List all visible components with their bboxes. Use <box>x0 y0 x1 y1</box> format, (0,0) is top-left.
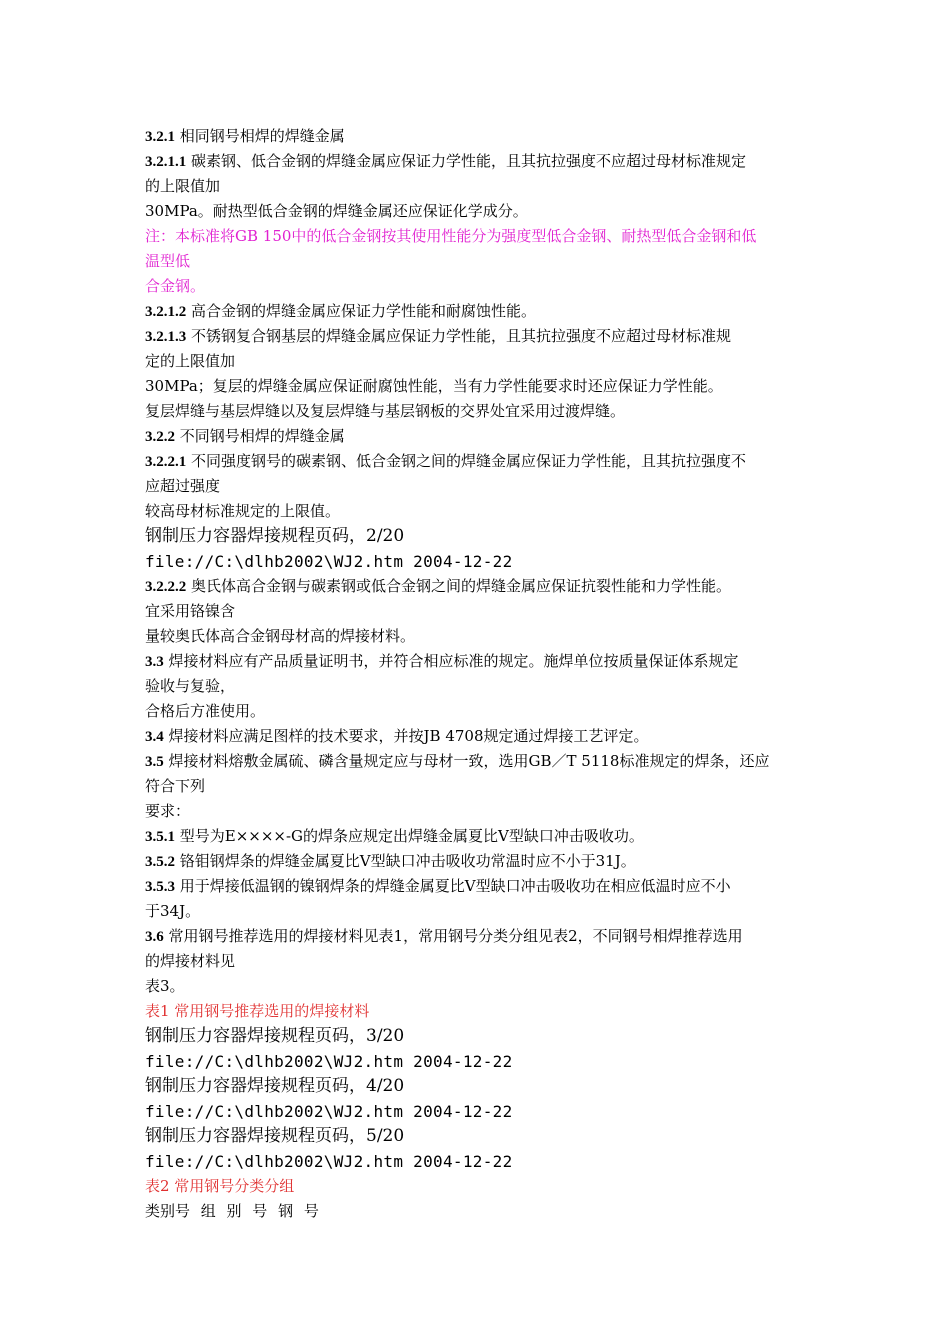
clause-3-2-1-1 <box>145 149 810 174</box>
clause-3-4 <box>145 724 810 749</box>
clause-number: 3.5 <box>145 754 164 770</box>
section-heading-3-2-1 <box>145 124 810 149</box>
text-line: 验收与复验， <box>145 677 236 695</box>
clause-3-2-2-1 <box>145 449 810 474</box>
text-line: 符合下列 <box>145 777 206 795</box>
text-line: 要求： <box>145 802 191 820</box>
clause-number: 3.2.1.2 <box>145 304 187 320</box>
clause-text: 不锈钢复合钢基层的焊缝金属应保证力学性能，且其抗拉强度不应超过母材标准规 <box>186 327 732 345</box>
clause-text: 常用钢号推荐选用的焊接材料见表1，常用钢号分类分组见表2，不同钢号相焊推荐选用 <box>163 927 743 945</box>
clause-text: 型号为E××××-G的焊条应规定出焊缝金属夏比V型缺口冲击吸收功。 <box>175 827 644 845</box>
page-footer-title: 钢制压力容器焊接规程页码，3/20 <box>145 1026 405 1046</box>
clause-number: 3.2.2.2 <box>145 579 187 595</box>
table-2-title: 表2 常用钢号分类分组 <box>145 1177 295 1195</box>
page-footer-title: 钢制压力容器焊接规程页码，5/20 <box>145 1126 405 1146</box>
clause-number: 3.4 <box>145 729 164 745</box>
document-page <box>145 124 810 1224</box>
clause-3-5-3 <box>145 874 810 899</box>
page-footer-title: 钢制压力容器焊接规程页码，2/20 <box>145 526 405 546</box>
text-line: 30MPa。耐热型低合金钢的焊缝金属还应保证化学成分。 <box>145 202 528 220</box>
page-footer-title: 钢制压力容器焊接规程页码，4/20 <box>145 1076 405 1096</box>
clause-3-3 <box>145 649 810 674</box>
text-line: 复层焊缝与基层焊缝以及复层焊缝与基层钢板的交界处宜采用过渡焊缝。 <box>145 402 626 420</box>
clause-text: 用于焊接低温钢的镍钢焊条的焊缝金属夏比V型缺口冲击吸收功在相应低温时应不小 <box>175 877 731 895</box>
clause-3-5 <box>145 749 810 774</box>
note-line: 合金钢。 <box>145 277 206 295</box>
clause-3-5-2 <box>145 849 810 874</box>
text-line: 定的上限值加 <box>145 352 236 370</box>
clause-number: 3.5.3 <box>145 879 175 895</box>
table-1-title: 表1 常用钢号推荐选用的焊接材料 <box>145 1002 370 1020</box>
text-line: 较高母材标准规定的上限值。 <box>145 502 341 520</box>
text-line: 量较奥氏体高合金钢母材高的焊接材料。 <box>145 627 416 645</box>
clause-text: 碳素钢、低合金钢的焊缝金属应保证力学性能，且其抗拉强度不应超过母材标准规定 <box>186 152 747 170</box>
clause-text: 奥氏体高合金钢与碳素钢或低合金钢之间的焊缝金属应保证抗裂性能和力学性能。 <box>186 577 732 595</box>
section-heading-3-2-2 <box>145 424 810 449</box>
text-line: 宜采用铬镍含 <box>145 602 236 620</box>
clause-text: 焊接材料应有产品质量证明书，并符合相应标准的规定。施焊单位按质量保证体系规定 <box>163 652 739 670</box>
text-line: 合格后方准使用。 <box>145 702 266 720</box>
clause-3-6 <box>145 924 810 949</box>
clause-text: 相同钢号相焊的焊缝金属 <box>175 127 345 145</box>
clause-number: 3.2.1 <box>145 129 175 145</box>
text-line: 应超过强度 <box>145 477 221 495</box>
clause-number: 3.6 <box>145 929 164 945</box>
clause-text: 焊接材料应满足图样的技术要求，并按JB 4708规定通过焊接工艺评定。 <box>163 727 649 745</box>
clause-text: 不同强度钢号的碳素钢、低合金钢之间的焊缝金属应保证力学性能，且其抗拉强度不 <box>186 452 747 470</box>
note-line: 注：本标准将GB 150中的低合金钢按其使用性能分为强度型低合金钢、耐热型低合金钢和低 <box>145 227 757 245</box>
clause-text: 高合金钢的焊缝金属应保证力学性能和耐腐蚀性能。 <box>186 302 537 320</box>
clause-3-2-2-2 <box>145 574 810 599</box>
clause-number: 3.3 <box>145 654 164 670</box>
clause-3-2-1-2 <box>145 299 810 324</box>
clause-text: 不同钢号相焊的焊缝金属 <box>175 427 345 445</box>
page-footer-path: file://C:\dlhb2002\WJ2.htm 2004-12-22 <box>145 552 513 571</box>
clause-3-5-1 <box>145 824 810 849</box>
clause-text: 铬钼钢焊条的焊缝金属夏比V型缺口冲击吸收功常温时应不小于31J。 <box>175 852 636 870</box>
table-2-header-row: 类别号 组 别 号 钢 号 <box>145 1202 319 1220</box>
text-line: 的焊接材料见 <box>145 952 236 970</box>
page-footer-path: file://C:\dlhb2002\WJ2.htm 2004-12-22 <box>145 1052 513 1071</box>
note-line: 温型低 <box>145 252 191 270</box>
clause-number: 3.2.2.1 <box>145 454 187 470</box>
clause-number: 3.2.2 <box>145 429 175 445</box>
text-line: 于34J。 <box>145 902 201 920</box>
clause-number: 3.2.1.1 <box>145 154 187 170</box>
text-line: 30MPa；复层的焊缝金属应保证耐腐蚀性能，当有力学性能要求时还应保证力学性能。 <box>145 377 723 395</box>
page-footer-path: file://C:\dlhb2002\WJ2.htm 2004-12-22 <box>145 1152 513 1171</box>
clause-3-2-1-3 <box>145 324 810 349</box>
clause-number: 3.5.2 <box>145 854 175 870</box>
clause-text: 焊接材料熔敷金属硫、磷含量规定应与母材一致，选用GB／T 5118标准规定的焊条，还应 <box>163 752 770 770</box>
clause-number: 3.5.1 <box>145 829 175 845</box>
text-line: 的上限值加 <box>145 177 221 195</box>
clause-number: 3.2.1.3 <box>145 329 187 345</box>
page-footer-path: file://C:\dlhb2002\WJ2.htm 2004-12-22 <box>145 1102 513 1121</box>
text-line: 表3。 <box>145 977 185 995</box>
